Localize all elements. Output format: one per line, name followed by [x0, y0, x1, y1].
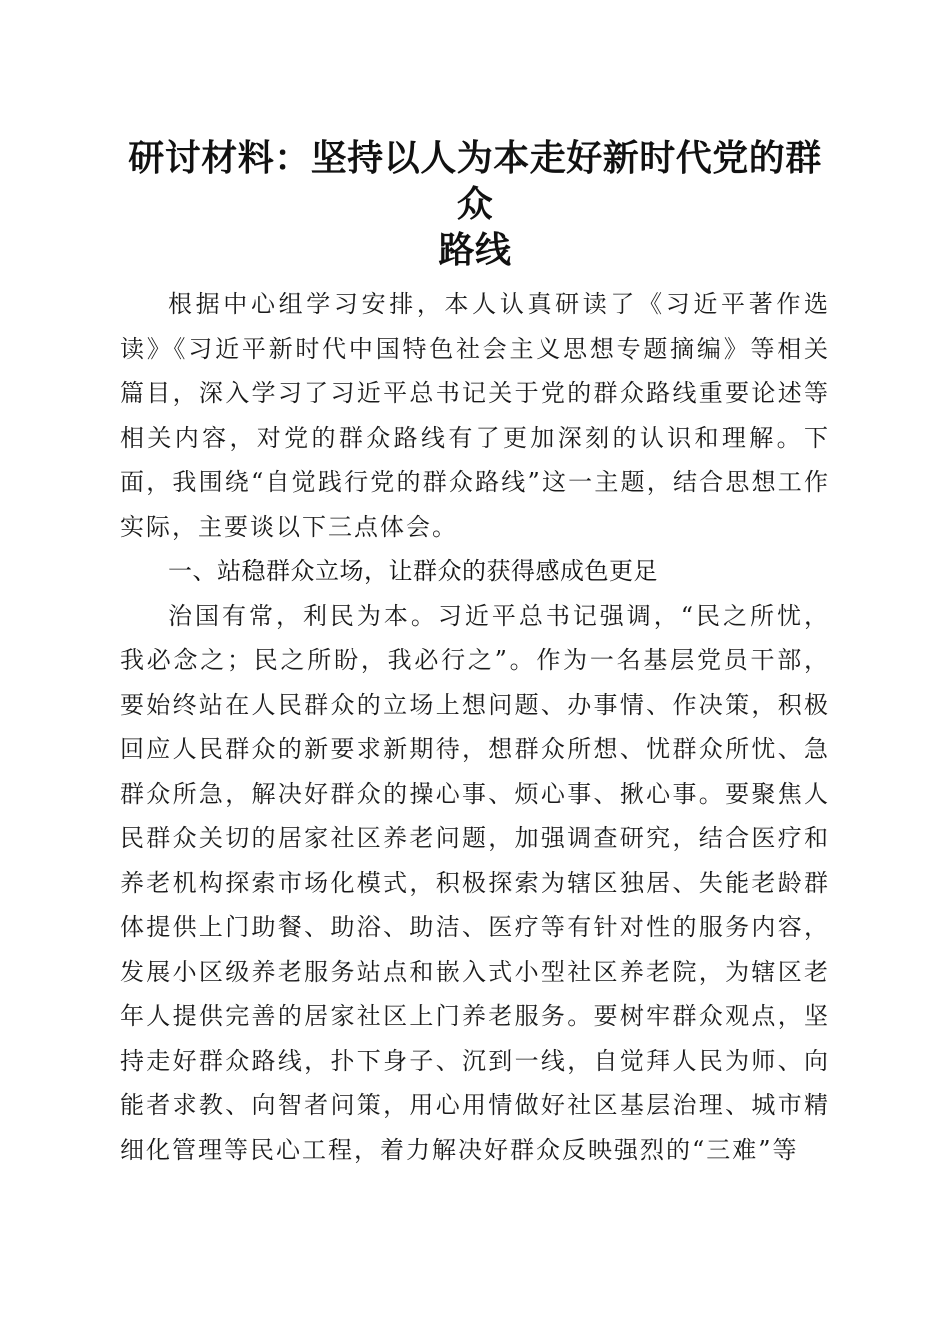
- document-title-line-2: 路线: [438, 230, 512, 271]
- intro-paragraph: 根据中心组学习安排，本人认真研读了《习近平著作选读》《习近平新时代中国特色社会主义思想专题摘编》等相关篇目，深入学习了习近平总书记关于党的群众路线重要论述等相关内容，对党的群众路线有了更加深刻的认识和理解。下面，我围绕“自觉践行党的群众路线”这一主题，结合思想工作实际，主要谈以下三点体会。: [120, 290, 830, 541]
- section-heading-1: 一、站稳群众立场，让群众的获得感成色更足: [168, 557, 658, 585]
- document-body: [120, 282, 830, 1172]
- document-title: [120, 136, 830, 274]
- section-paragraph-1: 治国有常，利民为本。习近平总书记强调，“民之所忧，我必念之；民之所盼，我必行之”。作为一名基层党员干部，要始终站在人民群众的立场上想问题、办事情、作决策，积极回应人民群众的新要求新期待，想群众所想、忧群众所忧、急群众所急，解决好群众的操心事、烦心事、揪心事。要聚焦人民群众关切的居家社区养老问题，加强调查研究，结合医疗和养老机构探索市场化模式，积极探索为辖区独居、失能老龄群体提供上门助餐、助浴、助洁、医疗等有针对性的服务内容，发展小区级养老服务站点和嵌入式小型社区养老院，为辖区老年人提供完善的居家社区上门养老服务。要树牢群众观点，坚持走好群众路线，扑下身子、沉到一线，自觉拜人民为师、向能者求教、向智者问策，用心用情做好社区基层治理、城市精细化管理等民心工程，着力解决好群众反映强烈的“三难”等: [120, 601, 830, 1164]
- document-title-line-1: 研讨材料：坚持以人为本走好新时代党的群众: [128, 138, 822, 225]
